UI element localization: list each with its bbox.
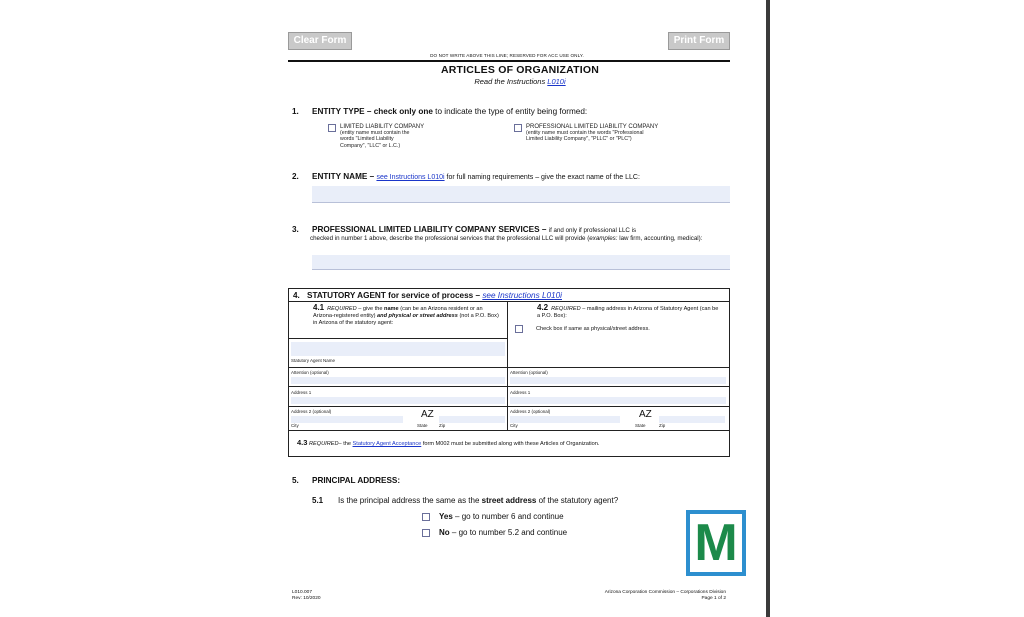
m-logo-icon: [686, 510, 746, 576]
req-4-3-required: REQUIRED: [309, 441, 339, 447]
section-3-number: 3.: [292, 225, 299, 234]
s3-desc-b: law firm, accounting, medical):: [617, 235, 703, 242]
question-5-1-number: 5.1: [312, 496, 324, 505]
city-label-left: City: [291, 423, 299, 428]
llc-option-note: (entity name must contain the words "Limited Liability Company", "LLC" or L.C.): [340, 130, 410, 149]
q51-b: of the statutory agent?: [536, 496, 619, 505]
state-label-left: State: [417, 423, 428, 428]
section-5-number: 5.: [292, 476, 299, 485]
q51-bold: street address: [481, 496, 537, 505]
clear-form-button[interactable]: Clear Form: [288, 32, 352, 50]
req-4-3-a: – the: [338, 441, 353, 447]
zip-input-right[interactable]: [659, 416, 725, 423]
city-input-right[interactable]: [510, 416, 620, 423]
yes-checkbox[interactable]: [422, 513, 430, 521]
row-divider-5: [289, 430, 729, 431]
row-divider-4: [289, 406, 729, 407]
req-4-1-c: (not a P.O. Box) in Arizona of the statutory agent:: [313, 313, 499, 326]
req-4-3-b: form M002 must be submitted along with these Articles of Organization.: [421, 441, 600, 447]
section-1-number: 1.: [292, 107, 299, 116]
llc-checkbox[interactable]: [328, 124, 336, 132]
section-1-bold: – check only one: [364, 107, 433, 116]
req-4-1-b: (can be an Arizona resident or an Arizona-registered entity): [313, 306, 483, 319]
attention-label-right: Attention (optional): [510, 370, 548, 375]
revision: Rev: 10/2020: [292, 596, 321, 601]
same-as-physical-checkbox[interactable]: [515, 325, 523, 333]
page-number: Page 1 of 2: [701, 596, 726, 601]
no-rest: – go to number 5.2 and continue: [449, 528, 568, 537]
column-divider: [507, 302, 508, 430]
section-1-rest: to indicate the type of entity being formed:: [432, 107, 588, 116]
req-4-1-a: – give the: [356, 306, 385, 312]
section-4-title: STATUTORY AGENT for service of process –: [307, 291, 483, 300]
address2-label-left: Address 2 (optional): [291, 409, 332, 414]
no-choice: [422, 528, 567, 537]
section-4-number: 4.: [293, 291, 300, 300]
pllc-option: [526, 124, 686, 143]
q51-a: Is the principal address the same as the: [338, 496, 482, 505]
section-2-rest: for full naming requirements – give the exact name of the LLC:: [444, 174, 640, 181]
address1-label-left: Address 1: [291, 390, 312, 395]
agency-name: Arizona Corporation Commission – Corporations Division: [604, 590, 726, 595]
section-2-heading: [292, 172, 640, 181]
llc-option: [340, 124, 440, 149]
req-4-2-required: REQUIRED: [551, 306, 581, 312]
section-2-title: ENTITY NAME –: [312, 172, 377, 181]
req-4-1-name: name: [384, 306, 399, 312]
print-form-button[interactable]: Print Form: [668, 32, 730, 50]
section-1-heading: [292, 107, 587, 116]
no-label: No: [439, 528, 450, 537]
city-label-right: City: [510, 423, 518, 428]
address1-input-right[interactable]: [510, 397, 726, 404]
attention-input-right[interactable]: [510, 377, 726, 384]
row-divider-2: [289, 367, 729, 368]
state-label-right: State: [635, 423, 646, 428]
s3-desc-a: checked in number 1 above, describe the professional services that the professional LLC will provide (: [310, 235, 590, 242]
zip-label-right: Zip: [659, 423, 666, 428]
row-divider-3: [289, 386, 729, 387]
address2-label-right: Address 2 (optional): [510, 409, 551, 414]
reserved-notice: DO NOT WRITE ABOVE THIS LINE; RESERVED FOR ACC USE ONLY.: [430, 53, 584, 58]
attention-input-left[interactable]: [291, 377, 505, 384]
req-4-3: [297, 438, 599, 447]
address1-input-left[interactable]: [291, 397, 505, 404]
same-as-physical-label: Check box if same as physical/street address.: [536, 326, 650, 332]
yes-label: Yes: [439, 512, 453, 521]
yes-rest: – go to number 6 and continue: [452, 512, 564, 521]
state-value-right: AZ: [639, 409, 652, 420]
section-3-title: PROFESSIONAL LIMITED LIABILITY COMPANY SERVICES –: [312, 225, 549, 234]
footer-left: [292, 590, 321, 602]
section-5-heading: [292, 476, 400, 485]
reserved-divider: [288, 60, 730, 62]
req-4-1: [313, 304, 503, 327]
zip-label-left: Zip: [439, 423, 446, 428]
question-5-1: [312, 496, 618, 505]
agent-acceptance-link[interactable]: Statutory Agent Acceptance: [352, 441, 422, 447]
entity-name-field[interactable]: [312, 186, 730, 203]
statutory-agent-box: [288, 288, 730, 457]
viewer-edge-rule: [766, 0, 770, 617]
logo-letter: M: [694, 514, 738, 572]
section-1-title: ENTITY TYPE: [312, 107, 365, 116]
req-4-2-text: – mailing address in Arizona of Statutory Agent (can be a P.O. Box):: [537, 306, 719, 319]
section-2-number: 2.: [292, 172, 299, 181]
req-4-1-required: REQUIRED: [327, 306, 357, 312]
attention-label-left: Attention (optional): [291, 370, 329, 375]
footer-right: [554, 590, 726, 602]
section-3-heading: [292, 225, 636, 234]
agent-name-label: Statutory Agent Name: [291, 358, 336, 363]
pllc-option-note: (entity name must contain the words "Professional Limited Liability Company", "PLLC" or "PLC"): [526, 130, 644, 143]
section-3-note: if and only if professional LLC is: [548, 227, 637, 234]
pllc-checkbox[interactable]: [514, 124, 522, 132]
subtitle-text: Read the Instructions: [474, 77, 548, 86]
document-title: ARTICLES OF ORGANIZATION: [440, 64, 599, 76]
zip-input-left[interactable]: [439, 416, 505, 423]
form-code: L010.007: [292, 590, 313, 595]
yes-choice: [422, 512, 564, 521]
state-value-left: AZ: [421, 409, 434, 420]
instructions-link[interactable]: L010i: [547, 77, 566, 86]
address1-label-right: Address 1: [510, 390, 531, 395]
document-subtitle: [280, 77, 760, 86]
llc-option-title: LIMITED LIABILITY COMPANY: [340, 124, 425, 130]
pllc-option-title: PROFESSIONAL LIMITED LIABILITY COMPANY: [526, 124, 659, 130]
section-4-heading: [289, 289, 729, 302]
city-input-left[interactable]: [291, 416, 403, 423]
section-2-instructions-link[interactable]: see Instructions L010i: [376, 174, 445, 181]
section-3-description: [310, 235, 740, 243]
s3-desc-examples: examples:: [589, 235, 618, 242]
section-5-title: PRINCIPAL ADDRESS:: [312, 476, 401, 485]
row-divider-1: [289, 338, 507, 339]
agent-name-input[interactable]: [291, 342, 505, 356]
no-checkbox[interactable]: [422, 529, 430, 537]
form-page: [254, 0, 766, 617]
req-4-3-number: 4.3: [297, 438, 308, 447]
req-4-1-physical: and physical or street address: [377, 313, 458, 319]
req-4-2-number: 4.2: [537, 303, 549, 312]
req-4-2: [537, 304, 722, 320]
section-4-instructions-link[interactable]: see Instructions L010i: [482, 291, 562, 300]
professional-services-field[interactable]: [312, 255, 730, 270]
req-4-1-number: 4.1: [313, 303, 325, 312]
